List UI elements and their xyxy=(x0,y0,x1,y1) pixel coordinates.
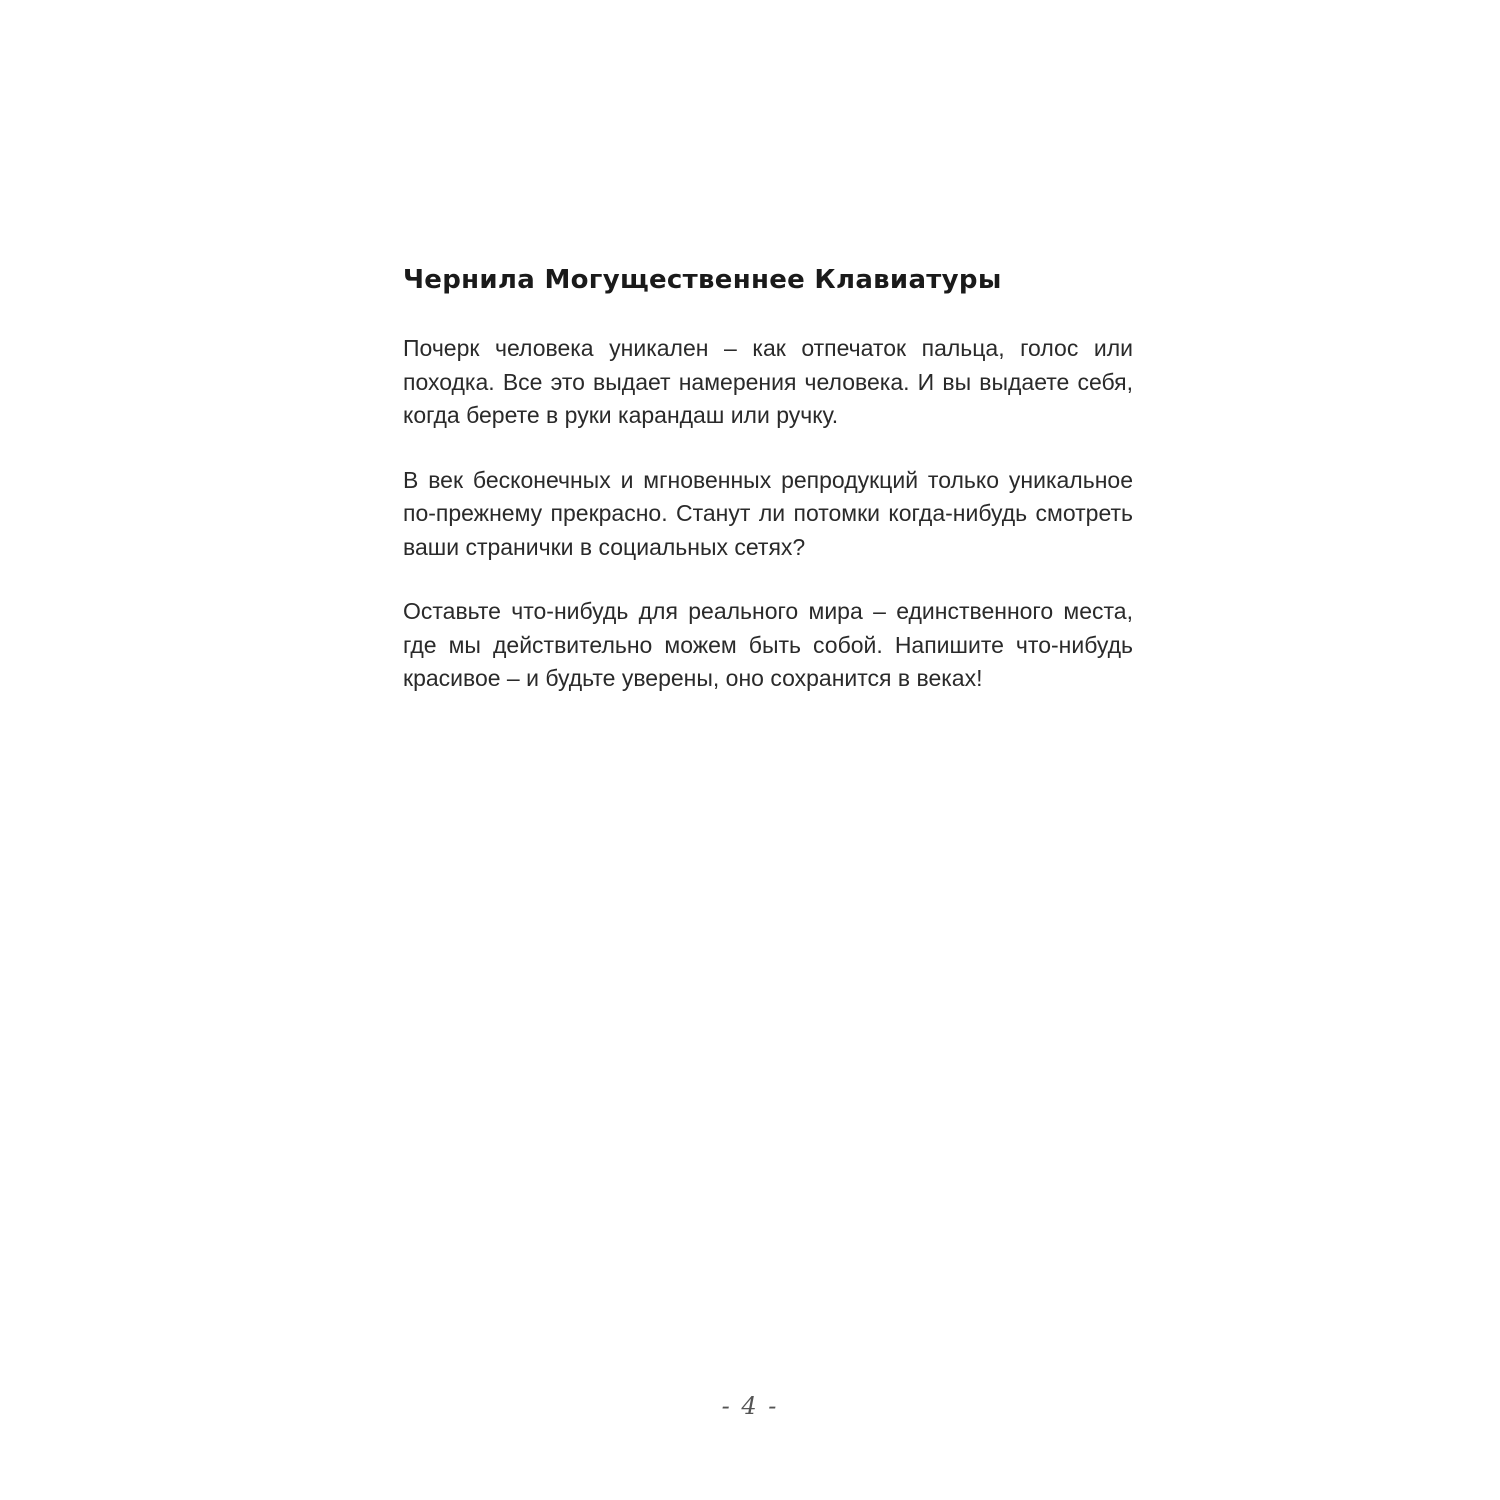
page-content xyxy=(403,262,1133,727)
page-title: Чернила Могущественнее Клавиатуры xyxy=(403,265,1002,295)
paragraph-3: Оставьте что-нибудь для реального мира – единственного места, где мы действительно можем быть собой. Напишите что-нибудь красивое – и будьте уверены, оно сохранится в веках! xyxy=(403,598,1133,691)
paragraph-2: В век бесконечных и мгновенных репродукций только уникальное по-прежнему прекрасно. Станут ли потомки когда-нибудь смотреть ваши странички в социальных сетях? xyxy=(403,466,1133,560)
paragraph-1: Почерк человека уникален – как отпечаток пальца, голос или походка. Все это выдает намерения человека. И вы выдаете себя, когда берете в руки карандаш или ручку. xyxy=(403,335,1133,428)
page-number: - 4 - xyxy=(721,1392,779,1420)
